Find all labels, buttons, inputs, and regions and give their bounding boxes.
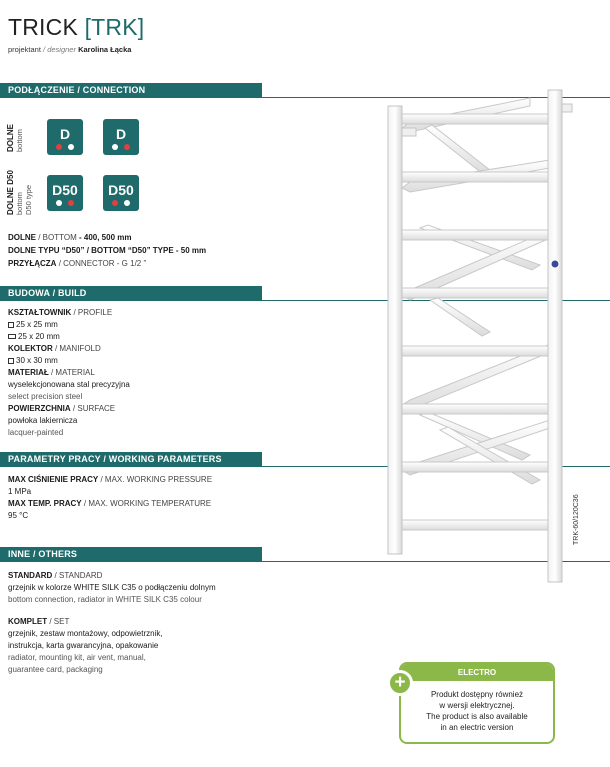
supply-port-icon bbox=[124, 144, 130, 150]
spec-label-en: / MAX. WORKING PRESSURE bbox=[100, 475, 213, 484]
connection-box-d50-2 bbox=[103, 175, 139, 211]
spec-value: - 50 mm bbox=[175, 246, 207, 255]
row-d50-title: DOLNE D50 bbox=[6, 170, 15, 215]
spec-bottom bbox=[8, 232, 131, 243]
box-letter: D50 bbox=[108, 182, 134, 198]
surface-text-pl: powłoka lakiernicza bbox=[8, 416, 78, 425]
ports bbox=[103, 144, 139, 152]
temperature-value: 95 °C bbox=[8, 511, 29, 520]
radiator-image bbox=[380, 70, 580, 590]
set-text-pl-1: grzejnik, zestaw montażowy, odpowietrznik, bbox=[8, 629, 163, 638]
spec-standard bbox=[8, 570, 102, 581]
return-port-icon bbox=[56, 200, 62, 206]
spec-label-en: / SURFACE bbox=[72, 404, 116, 413]
spec-label-en: / BOTTOM “D50” TYPE bbox=[86, 246, 174, 255]
spec-label-pl: POWIERZCHNIA bbox=[8, 404, 71, 413]
spec-label-pl: STANDARD bbox=[8, 571, 53, 580]
supply-port-icon bbox=[68, 200, 74, 206]
electro-text-pl-1: Produkt dostępny również bbox=[430, 690, 524, 699]
spec-profile bbox=[8, 307, 112, 318]
spec-label-en: / MATERIAL bbox=[50, 368, 95, 377]
spec-label-pl: MATERIAŁ bbox=[8, 368, 49, 377]
designer-line bbox=[8, 45, 131, 54]
spec-label-en: / BOTTOM bbox=[38, 233, 77, 242]
connection-box-d-1 bbox=[47, 119, 83, 155]
row-bottom-sub: bottom bbox=[15, 129, 24, 152]
supply-port-icon bbox=[112, 200, 118, 206]
profile-value-2 bbox=[8, 331, 60, 342]
product-code: [TRK] bbox=[84, 14, 145, 40]
product-title bbox=[8, 14, 144, 41]
spec-pressure bbox=[8, 474, 212, 485]
material-text-pl: wyselekcjonowana stal precyzyjna bbox=[8, 380, 130, 389]
row-d50-label bbox=[6, 170, 33, 215]
supply-port-icon bbox=[56, 144, 62, 150]
spec-material bbox=[8, 367, 95, 378]
box-letter: D50 bbox=[52, 182, 78, 198]
rect-profile-icon bbox=[8, 334, 16, 339]
designer-label-en: / designer bbox=[43, 45, 76, 54]
electro-text-en-2: in an electric version bbox=[440, 723, 514, 732]
spec-label-en: / CONNECTOR bbox=[58, 259, 115, 268]
electro-text-pl-2: w wersji elektrycznej. bbox=[439, 701, 515, 710]
ports bbox=[47, 200, 83, 208]
standard-text-pl: grzejnik w kolorze WHITE SILK C35 o podłączeniu dolnym bbox=[8, 583, 216, 592]
section-build: BUDOWA / BUILD bbox=[0, 286, 262, 301]
spec-manifold bbox=[8, 343, 101, 354]
spec-label-en: / PROFILE bbox=[73, 308, 113, 317]
set-text-en-1: radiator, mounting kit, air vent, manual, bbox=[8, 653, 146, 662]
plus-icon: + bbox=[387, 670, 413, 696]
standard-text-en: bottom connection, radiator in WHITE SILK C35 colour bbox=[8, 595, 202, 604]
section-connection: PODŁĄCZENIE / CONNECTION bbox=[0, 83, 262, 98]
set-text-en-2: guarantee card, packaging bbox=[8, 665, 103, 674]
spec-connector bbox=[8, 258, 146, 269]
spec-label-pl: KOLEKTOR bbox=[8, 344, 53, 353]
return-port-icon bbox=[112, 144, 118, 150]
pressure-value: 1 MPa bbox=[8, 487, 32, 496]
spec-value: - 400, 500 mm bbox=[79, 233, 132, 242]
model-code: TRK-60/120C36 bbox=[573, 494, 580, 545]
square-profile-icon bbox=[8, 358, 14, 364]
spec-d50 bbox=[8, 245, 206, 256]
manifold-value bbox=[8, 355, 58, 366]
spec-label-pl: DOLNE TYPU “D50” bbox=[8, 246, 85, 255]
return-port-icon bbox=[68, 144, 74, 150]
designer-name: Karolina Łącka bbox=[78, 45, 132, 54]
electro-title: ELECTRO bbox=[401, 664, 553, 681]
spec-value: 25 x 25 mm bbox=[16, 320, 58, 329]
designer-label-pl: projektant bbox=[8, 45, 41, 54]
spec-value: 25 x 20 mm bbox=[18, 332, 60, 341]
electro-text-en-1: The product is also available bbox=[426, 712, 528, 721]
section-others: INNE / OTHERS bbox=[0, 547, 262, 562]
row-bottom-title: DOLNE bbox=[6, 124, 15, 152]
air-vent-icon bbox=[551, 260, 559, 268]
connection-box-d-2 bbox=[103, 119, 139, 155]
square-profile-icon bbox=[8, 322, 14, 328]
product-name: TRICK bbox=[8, 14, 78, 40]
spec-temperature bbox=[8, 498, 211, 509]
spec-label-en: / STANDARD bbox=[54, 571, 103, 580]
spec-label-pl: KOMPLET bbox=[8, 617, 48, 626]
ports bbox=[103, 200, 139, 208]
spec-label-pl: PRZYŁĄCZA bbox=[8, 259, 57, 268]
spec-label-pl: MAX CIŚNIENIE PRACY bbox=[8, 475, 99, 484]
row-d50-sub2: D50 type bbox=[24, 184, 33, 215]
spec-label-pl: DOLNE bbox=[8, 233, 36, 242]
spec-value: 30 x 30 mm bbox=[16, 356, 58, 365]
profile-value-1 bbox=[8, 319, 58, 330]
surface-text-en: lacquer-painted bbox=[8, 428, 64, 437]
spec-label-pl: KSZTAŁTOWNIK bbox=[8, 308, 72, 317]
row-d50-sub1: bottom bbox=[15, 192, 24, 215]
spec-set bbox=[8, 616, 69, 627]
section-params: PARAMETRY PRACY / WORKING PARAMETERS bbox=[0, 452, 262, 467]
spec-label-pl: MAX TEMP. PRACY bbox=[8, 499, 82, 508]
spec-surface bbox=[8, 403, 115, 414]
box-letter: D bbox=[115, 126, 127, 142]
material-text-en: select precision steel bbox=[8, 392, 83, 401]
spec-label-en: / MANIFOLD bbox=[54, 344, 101, 353]
spec-label-en: / MAX. WORKING TEMPERATURE bbox=[83, 499, 212, 508]
electro-text bbox=[405, 689, 549, 733]
return-port-icon bbox=[124, 200, 130, 206]
box-letter: D bbox=[59, 126, 71, 142]
set-text-pl-2: instrukcja, karta gwarancyjna, opakowanie bbox=[8, 641, 159, 650]
ports bbox=[47, 144, 83, 152]
spec-label-en: / SET bbox=[49, 617, 70, 626]
electro-box bbox=[394, 662, 555, 744]
row-bottom-label bbox=[6, 124, 24, 152]
connection-box-d50-1 bbox=[47, 175, 83, 211]
spec-value: - G 1/2 ” bbox=[116, 259, 147, 268]
